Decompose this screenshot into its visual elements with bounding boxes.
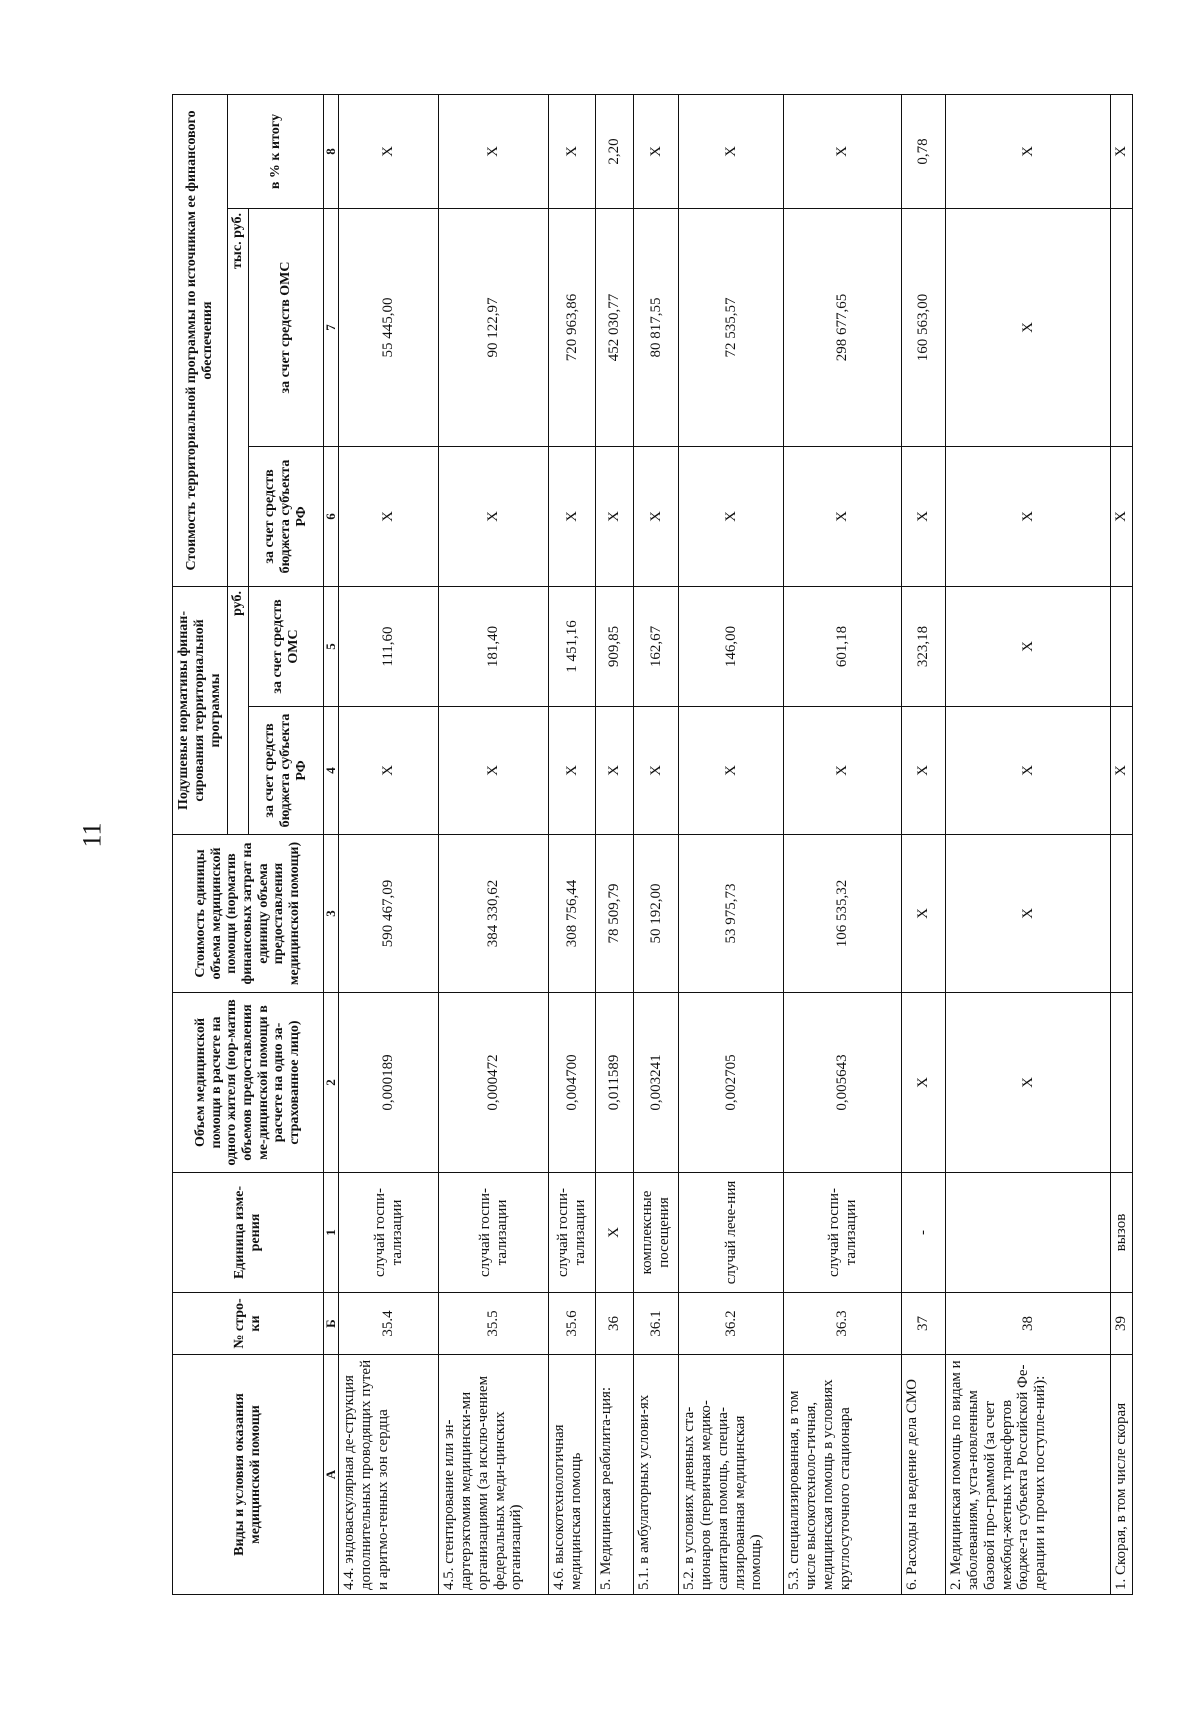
row-percent: Х	[946, 95, 1111, 209]
index-cell: 8	[323, 95, 339, 209]
row-volume: Х	[946, 993, 1111, 1173]
header-volume: Объем медицинской помощи в расчете на одного жителя (нор-матив объемов предоставления ме-дицинской помощи в расчете на одно за-страхованное лицо)	[173, 993, 324, 1173]
row-budget-cost: Х	[946, 447, 1111, 587]
header-rub: руб.	[228, 587, 249, 835]
row-percent: Х	[549, 95, 596, 209]
row-percent: Х	[634, 95, 679, 209]
header-unit: Единица изме-рения	[173, 1173, 324, 1293]
row-budget-cost: Х	[784, 447, 902, 587]
row-oms-per-capita: Х	[946, 587, 1111, 707]
row-oms-cost: 72 535,57	[679, 209, 784, 447]
row-unit: Х	[596, 1173, 634, 1293]
row-unit-cost: 78 509,79	[596, 835, 634, 993]
row-name: 4.4. эндоваскулярная де-струкция дополнительных проводящих путей и аритмо-генных зон сердца	[339, 1355, 439, 1595]
row-budget-cost: Х	[596, 447, 634, 587]
row-unit-cost: 106 535,32	[784, 835, 902, 993]
financing-table	[172, 94, 1133, 1595]
row-oms-cost: 452 030,77	[596, 209, 634, 447]
index-cell: 4	[323, 707, 339, 835]
row-name: 5.3. специализированная, в том числе высокотехноло-гичная, медицинская помощь в условиях круглосуточного стационара	[784, 1355, 902, 1595]
row-name: 6. Расходы на ведение дела СМО	[902, 1355, 946, 1595]
header-budget-per-capita: за счет средств бюджета субъекта РФ	[248, 707, 323, 835]
header-percent: в % к итогу	[228, 95, 324, 209]
row-name: 1. Скорая, в том числе скорая	[1111, 1355, 1133, 1595]
row-budget-cost: Х	[1111, 447, 1133, 587]
row-oms-per-capita: 181,40	[439, 587, 549, 707]
row-percent: 0,78	[902, 95, 946, 209]
row-percent: Х	[1111, 95, 1133, 209]
row-name: 5.2. в условиях дневных ста-ционаров (первичная медико-санитарная помощь, специа-лизированная медицинская помощь)	[679, 1355, 784, 1595]
row-budget-per-capita: Х	[902, 707, 946, 835]
row-number: 38	[946, 1293, 1111, 1355]
row-unit: -	[902, 1173, 946, 1293]
header-row-no: № стро-ки	[173, 1293, 324, 1355]
row-volume	[1111, 993, 1133, 1173]
index-cell: 2	[323, 993, 339, 1173]
row-unit-cost: 384 330,62	[439, 835, 549, 993]
header-unit-cost: Стоимость единицы объема медицинской помощи (норматив финансовых затрат на единицу объема предоставления медицинской помощи)	[173, 835, 324, 993]
row-unit-cost	[1111, 835, 1133, 993]
row-oms-per-capita: 1 451,16	[549, 587, 596, 707]
row-volume: 0,000472	[439, 993, 549, 1173]
row-volume: 0,005643	[784, 993, 902, 1173]
row-number: 36.1	[634, 1293, 679, 1355]
row-percent: Х	[439, 95, 549, 209]
row-number: 36.2	[679, 1293, 784, 1355]
row-oms-per-capita: 111,60	[339, 587, 439, 707]
row-oms-cost: 90 122,97	[439, 209, 549, 447]
header-program-cost-group: Стоимость территориальной программы по источникам ее финансового обеспечения	[173, 95, 228, 587]
row-unit-cost: 53 975,73	[679, 835, 784, 993]
row-name: 4.5. стентирование или эн-дартерэктомия медицински-ми организациями (за исклю-чением федеральных меди-цинских организаций)	[439, 1355, 549, 1595]
row-percent: Х	[784, 95, 902, 209]
row-budget-cost: Х	[549, 447, 596, 587]
row-oms-cost: Х	[946, 209, 1111, 447]
row-name: 4.6. высокотехнологичная медицинская помощь	[549, 1355, 596, 1595]
row-budget-per-capita: Х	[679, 707, 784, 835]
header-thous-rub: тыс. руб.	[228, 209, 249, 587]
row-percent: 2,20	[596, 95, 634, 209]
header-per-capita-group: Подушевые нормативы финан-сирования территориальной программы	[173, 587, 228, 835]
row-unit: случай госпи-тализации	[439, 1173, 549, 1293]
row-unit-cost: Х	[946, 835, 1111, 993]
row-budget-per-capita: Х	[946, 707, 1111, 835]
row-percent: Х	[339, 95, 439, 209]
row-name: 5. Медицинская реабилита-ция:	[596, 1355, 634, 1595]
row-number: 36.3	[784, 1293, 902, 1355]
row-budget-per-capita: Х	[634, 707, 679, 835]
row-volume: 0,003241	[634, 993, 679, 1173]
page-number: 11	[77, 822, 107, 848]
index-cell: А	[323, 1355, 339, 1595]
row-number: 36	[596, 1293, 634, 1355]
table-row	[784, 95, 902, 1595]
row-unit-cost: Х	[902, 835, 946, 993]
table-row	[439, 95, 549, 1595]
row-name: 2. Медицинская помощь по видам и заболеваниям, уста-новленным базовой про-граммой (за счет межбюд-жетных трансфертов бюдже-та субъекта Российской Фе-дерации и прочих поступле-ний):	[946, 1355, 1111, 1595]
row-volume: 0,011589	[596, 993, 634, 1173]
row-budget-per-capita: Х	[784, 707, 902, 835]
row-number: 35.6	[549, 1293, 596, 1355]
row-oms-per-capita: 909,85	[596, 587, 634, 707]
row-oms-per-capita: 146,00	[679, 587, 784, 707]
row-budget-per-capita: Х	[339, 707, 439, 835]
table-row	[596, 95, 634, 1595]
row-volume: 0,004700	[549, 993, 596, 1173]
table-row	[549, 95, 596, 1595]
row-unit: случай госпи-тализации	[784, 1173, 902, 1293]
row-volume: Х	[902, 993, 946, 1173]
row-budget-per-capita: Х	[596, 707, 634, 835]
row-volume: 0,000189	[339, 993, 439, 1173]
row-oms-per-capita: 323,18	[902, 587, 946, 707]
header-oms-per-capita: за счет средств ОМС	[248, 587, 323, 707]
table-row	[902, 95, 946, 1595]
row-budget-per-capita: Х	[1111, 707, 1133, 835]
row-volume: 0,002705	[679, 993, 784, 1173]
index-cell: 5	[323, 587, 339, 707]
row-number: 35.5	[439, 1293, 549, 1355]
rotated-table-container	[172, 95, 1130, 1595]
row-number: 35.4	[339, 1293, 439, 1355]
header-oms-cost: за счет средств ОМС	[248, 209, 323, 447]
row-unit: вызов	[1111, 1173, 1133, 1293]
row-oms-cost	[1111, 209, 1133, 447]
row-oms-cost: 80 817,55	[634, 209, 679, 447]
table-row	[679, 95, 784, 1595]
table-row	[1111, 95, 1133, 1595]
row-budget-cost: Х	[679, 447, 784, 587]
row-budget-per-capita: Х	[439, 707, 549, 835]
table-row	[946, 95, 1111, 1595]
row-oms-cost: 720 963,86	[549, 209, 596, 447]
row-unit	[946, 1173, 1111, 1293]
index-cell: Б	[323, 1293, 339, 1355]
index-cell: 1	[323, 1173, 339, 1293]
row-oms-cost: 160 563,00	[902, 209, 946, 447]
row-unit: случай лече-ния	[679, 1173, 784, 1293]
header-budget-cost: за счет средств бюджета субъекта РФ	[248, 447, 323, 587]
row-unit-cost: 50 192,00	[634, 835, 679, 993]
row-number: 39	[1111, 1293, 1133, 1355]
row-budget-cost: Х	[339, 447, 439, 587]
row-oms-per-capita: 162,67	[634, 587, 679, 707]
row-oms-per-capita: 601,18	[784, 587, 902, 707]
row-budget-cost: Х	[902, 447, 946, 587]
row-unit-cost: 590 467,09	[339, 835, 439, 993]
row-budget-cost: Х	[439, 447, 549, 587]
row-number: 37	[902, 1293, 946, 1355]
index-cell: 6	[323, 447, 339, 587]
row-percent: Х	[679, 95, 784, 209]
row-unit-cost: 308 756,44	[549, 835, 596, 993]
row-unit: комплексные посещения	[634, 1173, 679, 1293]
row-budget-per-capita: Х	[549, 707, 596, 835]
row-oms-cost: 298 677,65	[784, 209, 902, 447]
row-name: 5.1. в амбулаторных услови-ях	[634, 1355, 679, 1595]
header-kinds: Виды и условия оказания медицинской помощи	[173, 1355, 324, 1595]
index-cell: 3	[323, 835, 339, 993]
row-budget-cost: Х	[634, 447, 679, 587]
table-row	[634, 95, 679, 1595]
index-cell: 7	[323, 209, 339, 447]
row-oms-per-capita	[1111, 587, 1133, 707]
table-row	[339, 95, 439, 1595]
row-oms-cost: 55 445,00	[339, 209, 439, 447]
row-unit: случай госпи-тализации	[339, 1173, 439, 1293]
row-unit: случай госпи-тализации	[549, 1173, 596, 1293]
